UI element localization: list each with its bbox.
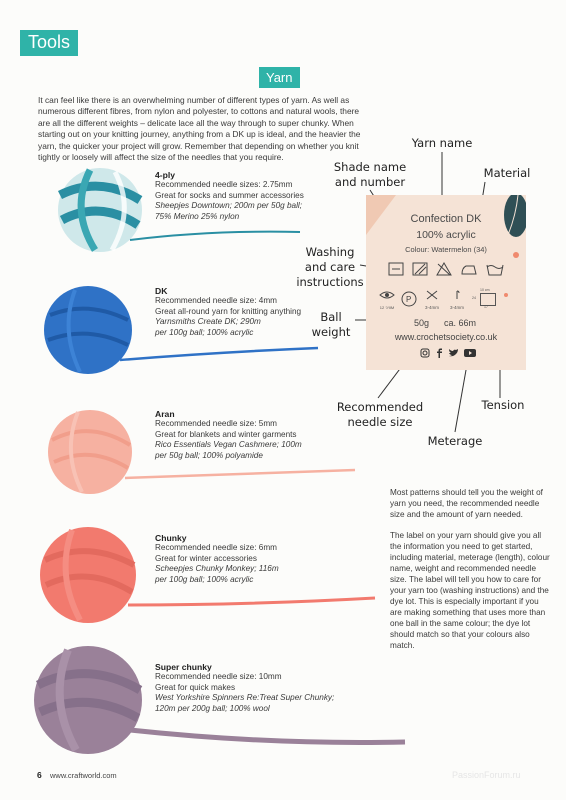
yarn-use: Great for socks and summer accessories	[155, 190, 304, 200]
yarn-example-detail: per 50g ball; 100% polyamide	[155, 450, 263, 460]
annotation-line: Ball	[320, 310, 342, 324]
sidebar-paragraph: Most patterns should tell you the weight of yarn you need, the recommended needle size and the amount of yarn needed.	[390, 488, 543, 519]
yarn-title: Chunky	[155, 533, 187, 543]
annotation-needle-size	[335, 400, 425, 430]
facebook-icon	[435, 348, 443, 358]
yarn-example-detail: 75% Merino 25% nylon	[155, 211, 240, 221]
yarn-info-super-chunky	[155, 662, 365, 714]
twitter-icon	[448, 348, 459, 358]
needles-icon	[425, 290, 439, 300]
annotation-line: needle size	[347, 415, 413, 429]
tumble-dry-icon	[388, 262, 404, 276]
section-tab: Tools	[20, 30, 78, 56]
yarn-example: Yarnsmiths Create DK; 290m	[155, 317, 261, 327]
yarn-needle: Recommended needle size: 6mm	[155, 543, 277, 552]
gauge-square	[472, 288, 498, 310]
social-icons	[420, 348, 476, 358]
intro-text: It can feel like there is an overwhelming number of different types of yarn. As well as numerous different fibres, from nylon and polyester, to cottons and natural wools, there are all the different weights – delicate lace all the way through to super chunky. When starting out on your knitting journey, anything from a DK up is ideal, and the heavier the yarn, the quicker your project will grow. Remember that depending on whether you knit tightly or loosely will affect the size of the needles that you require.	[38, 95, 361, 163]
temperature-group	[378, 287, 396, 310]
yarn-needle: Recommended needle size: 10mm	[155, 672, 282, 681]
gauge-side: 24	[472, 295, 476, 300]
yarn-use: Great for quick makes	[155, 682, 236, 692]
yarn-info-4ply	[155, 170, 355, 222]
annotation-line: Recommended	[336, 400, 424, 414]
yarn-info-chunky	[155, 533, 355, 585]
annotation-washing	[290, 245, 370, 290]
yarn-example: Sheepjes Downtown; 200m per 50g ball;	[155, 201, 303, 211]
tension-text: 3-4mm	[449, 305, 464, 310]
watermark: PassionForum.ru	[452, 770, 521, 780]
annotation-line: instructions	[296, 275, 364, 289]
yarn-example-detail: per 100g ball; 100% acrylic	[155, 327, 254, 337]
tension-group	[447, 287, 467, 310]
tension-hook-icon	[450, 290, 464, 300]
no-bleach-icon	[436, 262, 452, 276]
label-yarn-name: Confection DK	[410, 213, 482, 225]
yarn-needle: Recommended needle sizes: 2.75mm	[155, 180, 293, 189]
yarn-example: Rico Essentials Vegan Cashmere; 100m	[155, 440, 302, 450]
info-symbols	[378, 287, 498, 310]
label-colour: Colour: Watermelon (34)	[405, 245, 487, 254]
care-symbols	[388, 262, 504, 276]
yarn-info-aran	[155, 409, 355, 461]
dry-flat-icon	[412, 262, 428, 276]
annotation-ball-weight	[306, 310, 356, 340]
annotation-shade	[330, 160, 410, 190]
annotation-line: and care	[304, 260, 356, 274]
yarn-needle: Recommended needle size: 5mm	[155, 419, 277, 428]
yarn-title: DK	[155, 286, 168, 296]
annotation-yarn-name: Yarn name	[411, 136, 473, 150]
gauge-top: 10 cm	[480, 287, 490, 292]
yarn-example-detail: per 100g ball; 100% acrylic	[155, 574, 254, 584]
yarn-label-card	[366, 195, 526, 370]
yarn-needle: Recommended needle size: 4mm	[155, 296, 277, 305]
svg-text:P: P	[406, 294, 412, 304]
annotation-line: Washing	[305, 245, 355, 259]
label-weight: 50g	[414, 318, 430, 328]
annotation-line: and number	[334, 175, 406, 189]
eye-icon	[379, 290, 395, 300]
annotation-line: Shade name	[333, 160, 407, 174]
yarn-title: 4-ply	[155, 170, 176, 180]
iron-icon	[460, 262, 478, 276]
dry-clean-p-icon	[401, 291, 417, 307]
yarn-example: Scheepjes Chunky Monkey; 116m	[155, 564, 279, 574]
needle-size-text: 3-4mm	[424, 305, 439, 310]
gauge-grid	[480, 293, 496, 306]
yarn-title: Super chunky	[155, 662, 212, 672]
page-number: 6	[37, 770, 42, 780]
gauge-bottom: 17	[484, 304, 488, 309]
label-meterage: ca. 66m	[444, 318, 477, 328]
sidebar-paragraph: The label on your yarn should give you all the information you need to get started, including material, meterage (length), colour name, weight and recommended needle size. The label will tell you how to care for your yarn too (washing instructions) and the dye lot. This is especially important if you are making something that uses more than one ball in the same colour; the dye lot should match so that your colours also match.	[390, 531, 550, 650]
yarn-use: Great for blankets and winter garments	[155, 429, 297, 439]
yarn-example: West Yorkshire Spinners Re:Treat Super Chunky;	[155, 693, 335, 703]
yarn-use: Great for winter accessories	[155, 553, 257, 563]
yarn-use: Great all-round yarn for knitting anything	[155, 306, 302, 316]
sidebar-text	[390, 487, 552, 661]
temp-text: 12 ?/IIM	[379, 305, 395, 310]
footer-url: www.craftworld.com	[50, 771, 117, 780]
annotation-meterage: Meterage	[427, 434, 483, 448]
youtube-icon	[464, 348, 476, 358]
needle-group	[422, 287, 442, 310]
annotation-material: Material	[483, 166, 531, 180]
wash-icon	[486, 262, 504, 276]
label-material: 100% acrylic	[416, 229, 476, 241]
instagram-icon	[420, 348, 430, 358]
annotation-line: weight	[311, 325, 351, 339]
page-heading: Yarn	[259, 67, 300, 88]
yarn-title: Aran	[155, 409, 175, 419]
label-url: www.crochetsociety.co.uk	[394, 332, 498, 342]
annotation-tension: Tension	[481, 398, 525, 412]
yarn-example-detail: 120m per 200g ball; 100% wool	[155, 703, 270, 713]
